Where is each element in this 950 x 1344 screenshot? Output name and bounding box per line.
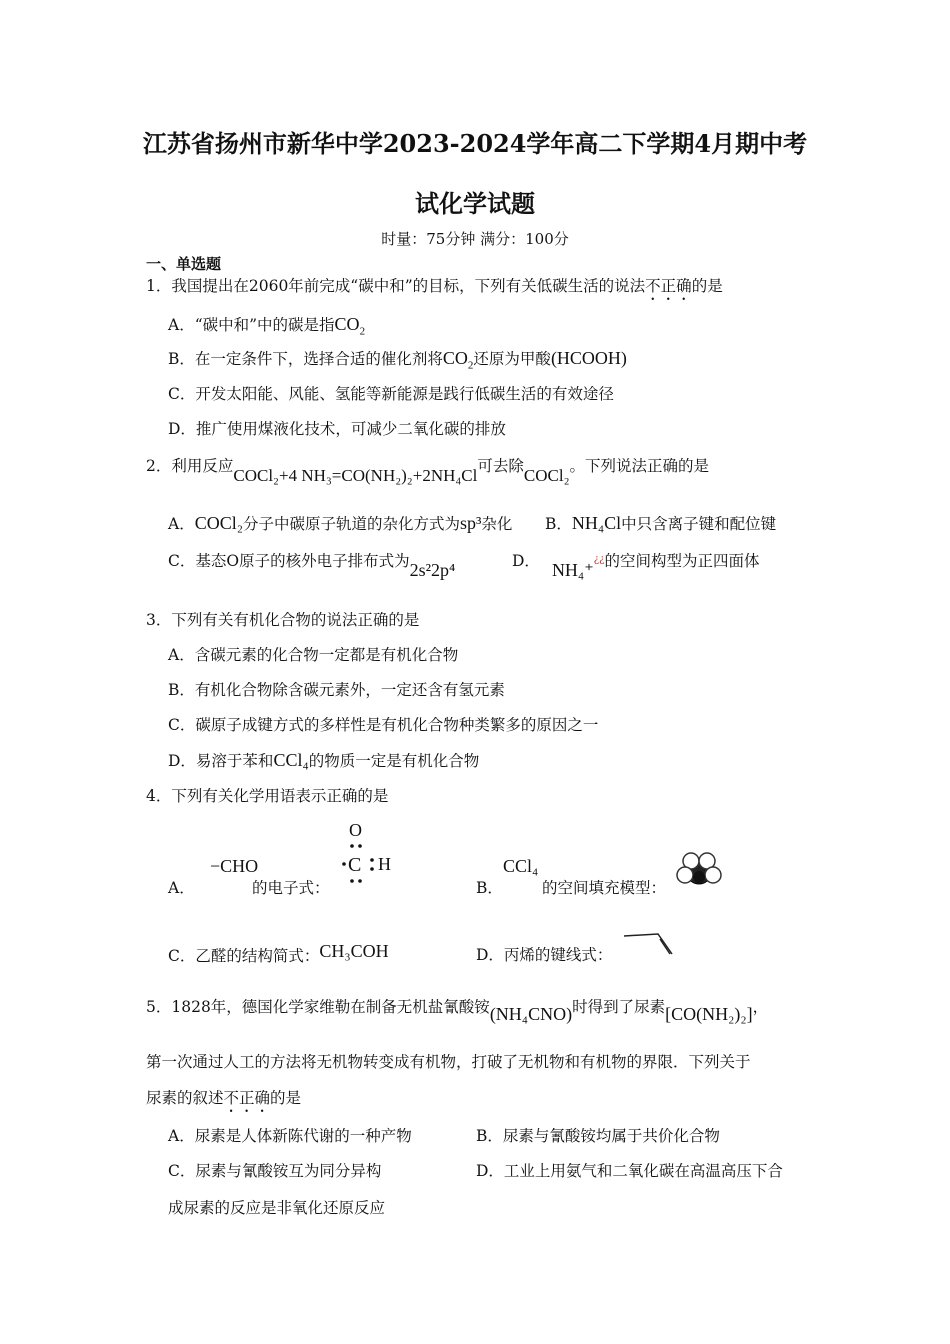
q2-option-d: D． NH₄⁺¿¿的空间构型为正四面体 bbox=[512, 552, 760, 580]
q1-option-a bbox=[168, 314, 365, 342]
q5-option-d-line1: D．工业上用氨气和二氧化碳在高温高压下合 bbox=[476, 1162, 783, 1180]
q5-stem: 5．1828年，德国化学家维勒在制备无机盐氰酸铵(NH₄CNO)时得到了尿素[CO(NH₂)₂]， bbox=[146, 998, 769, 1024]
q1-option-d: D．推广使用煤液化技术，可减少二氧化碳的排放 bbox=[168, 420, 506, 438]
q4-option-a-label: A． bbox=[168, 879, 195, 897]
q1-b-text: B．在一定条件下，选择合适的催化剂将 bbox=[168, 350, 443, 368]
exam-title-line1: 江苏省扬州市新华中学2023-2024学年高二下学期4月期中考 bbox=[142, 129, 808, 158]
q2-c-formula: 2s²2p⁴ bbox=[409, 560, 456, 580]
q3-d-formula: CCl₄ bbox=[273, 750, 309, 770]
q2-stem-text: 2．利用反应 bbox=[146, 457, 234, 475]
q3-option-a: A．含碳元素的化合物一定都是有机化合物 bbox=[168, 646, 459, 664]
q4-b-text: 的空间填充模型： bbox=[542, 879, 667, 897]
exam-title-line2: 试化学试题 bbox=[415, 189, 535, 218]
q4-stem: 4．下列有关化学用语表示正确的是 bbox=[146, 787, 389, 805]
q4-a-lewis-structure bbox=[334, 818, 404, 894]
q3-option-d: D．易溶于苯和CCl₄的物质一定是有机化合物 bbox=[168, 750, 480, 770]
q5-option-d-line2: 成尿素的反应是非氧化还原反应 bbox=[168, 1199, 386, 1217]
q1-a-formula: $CO_2$ bbox=[334, 314, 366, 338]
lewis-oxygen: O bbox=[349, 820, 362, 840]
q1-a-text: A．“碳中和”中的碳是指 bbox=[168, 316, 335, 334]
q5-stem-line2: 第一次通过人工的方法将无机物转变成有机物，打破了无机物和有机物的界限．下列关于 bbox=[146, 1053, 751, 1071]
section-label: 一、单选题 bbox=[146, 255, 222, 273]
q2-reaction-equation: COCl₂+4 NH₃=CO(NH₂)₂+2NH₄Cl bbox=[233, 466, 478, 485]
q1-b-text2: 还原为甲酸 bbox=[473, 350, 551, 368]
q2-stem-mid: 可去除 bbox=[477, 457, 524, 475]
q5-option-c: C．尿素与氰酸铵互为同分异构 bbox=[168, 1162, 382, 1180]
q1-stem bbox=[146, 276, 723, 304]
q1-option-b bbox=[168, 348, 627, 376]
q1-b-formula: $CO_2$ bbox=[442, 348, 474, 372]
q4-option-b-label: B． bbox=[476, 879, 503, 897]
q2-option-a: A．COCl₂分子中碳原子轨道的杂化方式为sp³杂化 bbox=[168, 513, 513, 533]
lewis-carbon: C bbox=[348, 854, 362, 876]
q2-target-formula: COCl₂ bbox=[523, 466, 570, 485]
q2-d-artifact: ¿¿ bbox=[593, 554, 605, 565]
q1-option-c: C．开发太阳能、风能、氢能等新能源是践行低碳生活的有效途径 bbox=[168, 385, 614, 403]
q5-option-b: B．尿素与氰酸铵均属于共价化合物 bbox=[476, 1127, 720, 1145]
q3-option-c: C．碳原子成键方式的多样性是有机化合物种类繁多的原因之一 bbox=[168, 716, 599, 734]
q4-c-formula: CH₃COH bbox=[319, 941, 389, 961]
q1-stem-emphasis: 不正确 bbox=[645, 277, 692, 295]
q4-d-bond-line-structure bbox=[622, 928, 674, 958]
q2-stem-end: 。下列说法正确的是 bbox=[569, 457, 710, 475]
q5-urea-formula: [CO(NH₂)₂] bbox=[665, 1004, 753, 1024]
q2-a-formula: COCl₂ bbox=[194, 513, 243, 533]
q1-stem-end: 的是 bbox=[691, 277, 723, 295]
lewis-hydrogen: H bbox=[378, 854, 391, 874]
q4-a-text: 的电子式： bbox=[252, 879, 330, 897]
q2-option-b: B．NH₄Cl中只含离子键和配位键 bbox=[545, 513, 777, 533]
q4-option-d-label: D．丙烯的键线式： bbox=[476, 946, 613, 964]
q2-d-formula: NH₄⁺ bbox=[551, 560, 594, 580]
q5-ammonium-cyanate-formula: (NH₄CNO) bbox=[489, 1004, 573, 1024]
q5-option-a: A．尿素是人体新陈代谢的一种产物 bbox=[168, 1127, 412, 1145]
q4-b-formula: CCl₄ bbox=[503, 856, 539, 876]
q3-option-b: B．有机化合物除含碳元素外，一定还含有氢元素 bbox=[168, 681, 505, 699]
q5-stem-line3: 尿素的叙述不正确的是 bbox=[146, 1089, 302, 1107]
q2-b-formula: NH₄Cl bbox=[571, 513, 622, 533]
lewis-electron-dots bbox=[334, 818, 404, 894]
q3-stem: 3．下列有关有机化合物的说法正确的是 bbox=[146, 611, 420, 629]
q4-a-formula: −CHO bbox=[210, 856, 259, 876]
q2-a-hybridization: sp³ bbox=[460, 513, 482, 533]
q5-stem-emphasis: 不正确 bbox=[223, 1089, 271, 1107]
q4-option-c: C．乙醛的结构简式：CH₃COH bbox=[168, 941, 389, 965]
q2-stem bbox=[146, 456, 710, 485]
q1-b-formula2: (HCOOH) bbox=[550, 348, 627, 368]
q2-option-c: C．基态O原子的核外电子排布式为2s²2p⁴ bbox=[168, 552, 456, 580]
q4-b-space-filling-model bbox=[676, 849, 722, 891]
exam-subtitle: 时量：75分钟 满分：100分 bbox=[381, 230, 569, 248]
q1-stem-text: 1．我国提出在2060年前完成“碳中和”的目标，下列有关低碳生活的说法 bbox=[146, 277, 646, 295]
